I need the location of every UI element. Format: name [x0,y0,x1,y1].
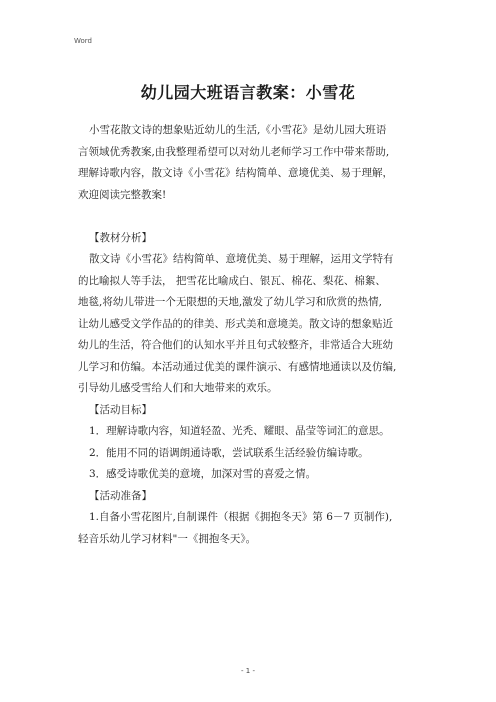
section-heading: 【活动目标】 [89,403,152,416]
paragraph-line: 欢迎阅读完整教案! [78,188,167,201]
paragraph-line: 小雪花散文诗的想象贴近幼儿的生活,《小雪花》是幼儿园大班语 [89,124,387,136]
list-item: 2．能用不同的语调朗通诗歌，尝试联系生活经验仿编诗歌。 [89,446,369,459]
paragraph-line: 让幼儿感受文学作品的的律美、形式美和意境美。散文诗的想象贴近 [78,317,393,330]
paragraph-line: 的比喻拟人等手法， 把雪花比喻成白、银瓦、棉花、梨花、棉絮、 [78,274,386,287]
document-body [78,120,422,550]
list-item: 1．理解诗歌内容，知道轻盈、光秃、耀眼、晶莹等词汇的意思。 [89,425,390,437]
paragraph-line: 儿学习和仿编。本活动通过优美的课件演示、有感情地通读以及仿编, [78,360,397,373]
section-heading: 【活动准备】 [89,489,152,502]
paragraph-line: 理解诗歌内容，散文诗《小雪花》结构简单、意境优美、易于理解， [78,167,393,179]
paragraph-line: 地毯,将幼儿带进一个无限想的天地,激发了幼儿学习和欣赏的热情, [78,296,383,308]
paragraph-line: 言领域优秀教案,由我整理希望可以对幼儿老师学习工作中带来帮助, [78,145,390,158]
paragraph-line: 轻音乐幼儿学习材料"一《拥抱冬天》。 [78,532,257,545]
paragraph-line: 幼儿的生活，符合他们的认知水平并且句式较整齐，非常适合大班幼 [78,339,393,351]
page-number: - 1 - [241,667,255,675]
section-heading: 【教材分析】 [89,231,152,244]
header-label: Word [74,37,92,45]
list-item: 1.自备小雪花图片,自制课件（根据《拥抱冬天》第 6－7 页制作), [89,511,393,523]
paragraph-line: 引导幼儿感受雪给人们和大地带来的欢乐。 [78,382,278,394]
page-title: 幼儿园大班语言教案：小雪花 [140,83,356,102]
blank-line [78,206,422,228]
list-item: 3．感受诗歌优美的意境，加深对雪的喜爱之情。 [89,468,317,480]
paragraph-line: 散文诗《小雪花》结构简单、意境优美、易于理解，运用文学特有 [89,253,394,265]
